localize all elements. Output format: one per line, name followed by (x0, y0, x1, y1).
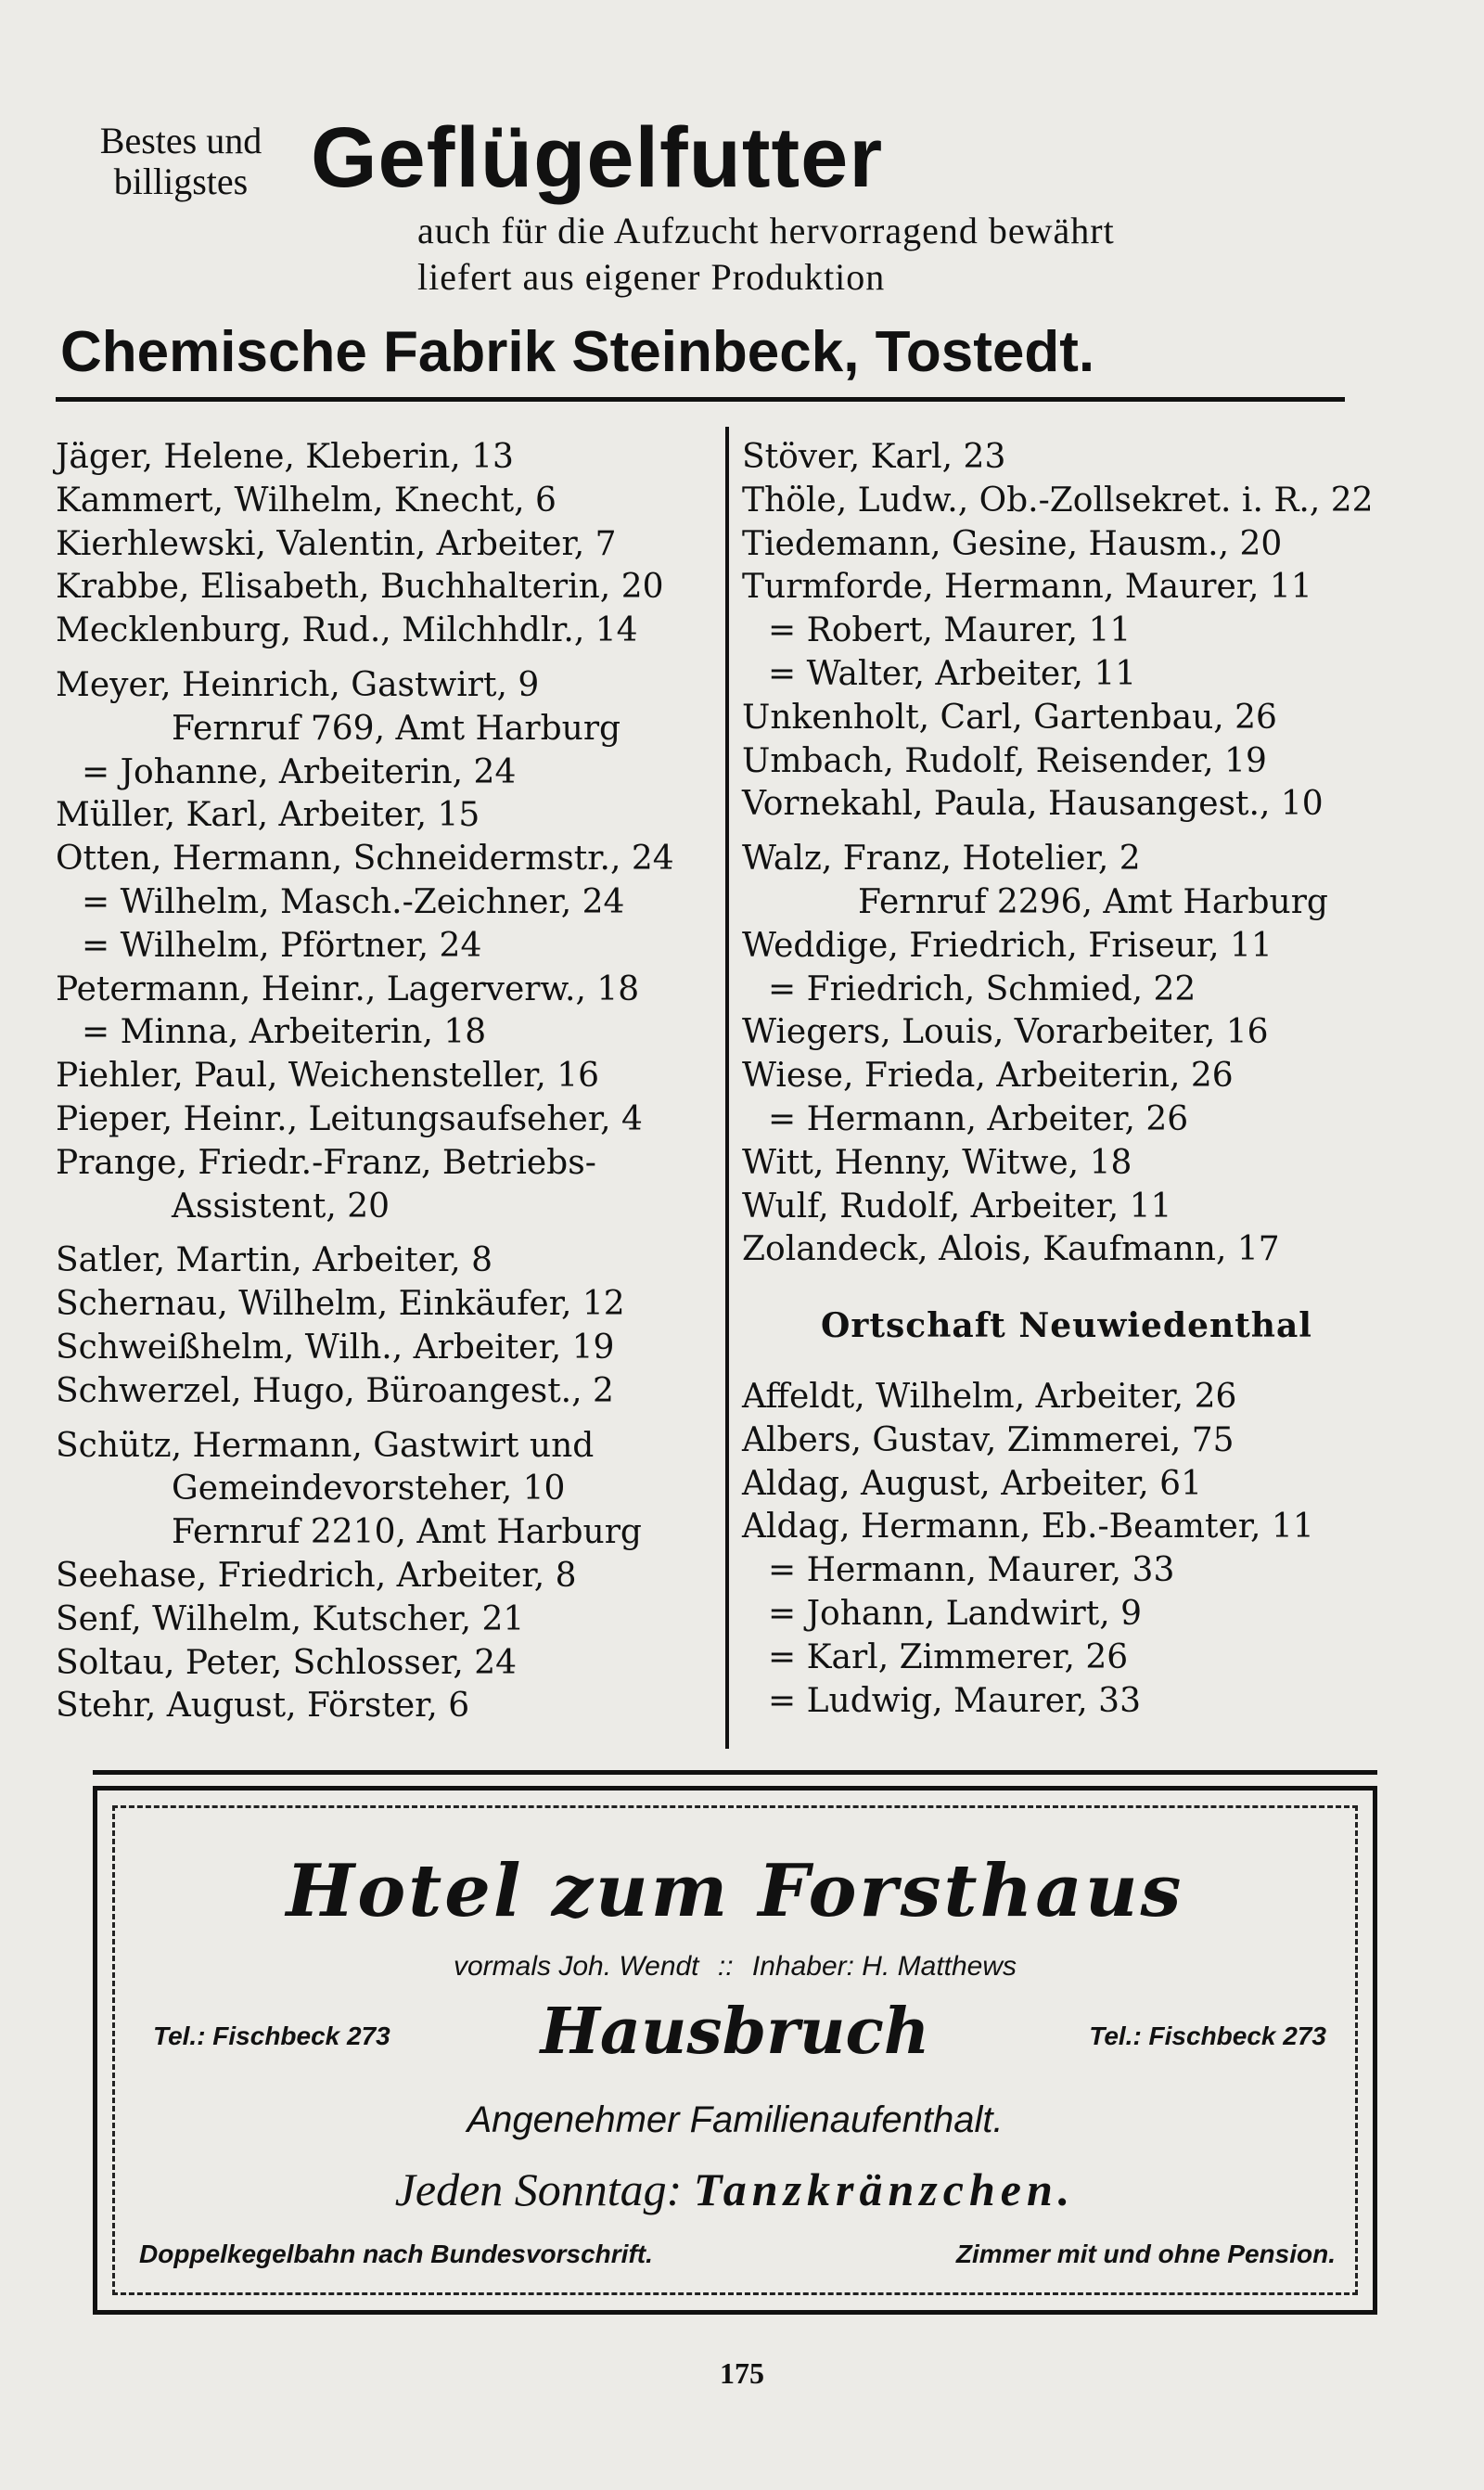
hotel-owner: Inhaber: H. Matthews (751, 1951, 1017, 1982)
list-item-continuation: Fernruf 2296, Amt Harburg (858, 882, 1328, 921)
list-item: = Friedrich, Schmied, 22 (768, 969, 1196, 1008)
directory-column-left (56, 436, 705, 1728)
list-item: Aldag, August, Arbeiter, 61 (742, 1464, 1202, 1503)
hotel-event-name: Tanzkränzchen. (693, 2163, 1076, 2215)
list-item: Umbach, Rudolf, Reisender, 19 (742, 741, 1267, 780)
list-item: = Hermann, Maurer, 33 (768, 1551, 1175, 1590)
list-item: Jäger, Helene, Kleberin, 13 (56, 438, 514, 476)
list-item: Müller, Karl, Arbeiter, 15 (56, 796, 480, 835)
list-item: Piehler, Paul, Weichensteller, 16 (56, 1057, 600, 1096)
ad-description (417, 208, 1345, 301)
hotel-phone-right: Tel.: Fischbeck 273 (1089, 2022, 1326, 2050)
list-item: = Karl, Zimmerer, 26 (768, 1637, 1129, 1676)
list-item: Otten, Hermann, Schneidermstr., 24 (56, 840, 674, 879)
list-item: Kierhlewski, Valentin, Arbeiter, 7 (56, 524, 617, 563)
ad-description-line: auch für die Aufzucht hervorragend bewährt (417, 210, 1115, 251)
hotel-previous-owner: vormals Joh. Wendt (453, 1951, 699, 1982)
page-number: 175 (720, 2356, 764, 2390)
list-item: Witt, Henny, Witwe, 18 (742, 1143, 1132, 1182)
list-item: Weddige, Friedrich, Friseur, 11 (742, 926, 1273, 965)
list-item: Wulf, Rudolf, Arbeiter, 11 (742, 1187, 1172, 1226)
list-item: = Wilhelm, Pförtner, 24 (82, 926, 482, 965)
list-item: Soltau, Peter, Schlosser, 24 (56, 1643, 518, 1682)
list-item-continuation: Fernruf 2210, Amt Harburg (172, 1513, 642, 1552)
list-item: Unkenholt, Carl, Gartenbau, 26 (742, 698, 1277, 737)
hotel-event-line (97, 2162, 1373, 2217)
directory-column-right (742, 436, 1391, 1723)
list-item: Krabbe, Elisabeth, Buchhalterin, 20 (56, 568, 664, 607)
divider-rule (93, 1770, 1377, 1775)
list-item: = Robert, Maurer, 11 (768, 611, 1132, 650)
list-item: Schweißhelm, Wilh., Arbeiter, 19 (56, 1328, 615, 1367)
list-item: = Minna, Arbeiterin, 18 (82, 1013, 487, 1052)
column-divider (725, 427, 729, 1749)
ad-tagline-line: Bestes und (99, 120, 262, 161)
divider-rule (56, 397, 1345, 402)
list-item: = Ludwig, Maurer, 33 (768, 1681, 1141, 1720)
list-item: Vornekahl, Paula, Hausangest., 10 (742, 785, 1324, 824)
list-item: Albers, Gustav, Zimmerei, 75 (742, 1420, 1235, 1459)
section-heading: Ortschaft Neuwiedenthal (821, 1306, 1312, 1346)
list-item: Thöle, Ludw., Ob.-Zollsekret. i. R., 22 (742, 481, 1374, 520)
list-item: Stöver, Karl, 23 (742, 438, 1006, 476)
list-item: Prange, Friedr.-Franz, Betriebs- (56, 1143, 596, 1182)
hotel-name: Hotel zum Forsthaus (286, 1849, 1184, 1933)
hotel-slogan: Angenehmer Familienaufenthalt. (467, 2099, 1004, 2140)
list-item: = Wilhelm, Masch.-Zeichner, 24 (82, 882, 625, 921)
ad-product-name: Geflügelfutter (311, 110, 884, 205)
hotel-advertisement (93, 1786, 1377, 2315)
list-item: Schwerzel, Hugo, Büroangest., 2 (56, 1371, 614, 1410)
separator: :: (717, 1951, 734, 1982)
list-item-continuation: Gemeindevorsteher, 10 (172, 1470, 566, 1508)
hotel-event-day: Jeden Sonntag: (394, 2163, 683, 2215)
list-item: Senf, Wilhelm, Kutscher, 21 (56, 1599, 525, 1638)
list-item: Meyer, Heinrich, Gastwirt, 9 (56, 665, 540, 704)
list-item: Zolandeck, Alois, Kaufmann, 17 (742, 1230, 1280, 1269)
list-item: Wiese, Frieda, Arbeiterin, 26 (742, 1057, 1234, 1096)
list-item-continuation: Fernruf 769, Amt Harburg (172, 709, 621, 748)
list-item: Kammert, Wilhelm, Knecht, 6 (56, 481, 556, 520)
list-item: = Johann, Landwirt, 9 (768, 1594, 1143, 1633)
hotel-phone-left: Tel.: Fischbeck 273 (153, 2022, 390, 2050)
list-item: Wiegers, Louis, Vorarbeiter, 16 (742, 1013, 1269, 1052)
hotel-town: Hausbruch (540, 1995, 930, 2069)
ad-description-line: liefert aus eigener Produktion (417, 256, 886, 298)
hotel-feature-bowling: Doppelkegelbahn nach Bundesvorschrift. (139, 2240, 653, 2268)
list-item: Mecklenburg, Rud., Milchhdlr., 14 (56, 611, 638, 650)
hotel-ownership (97, 1948, 1373, 1985)
list-item: Turmforde, Hermann, Maurer, 11 (742, 568, 1312, 607)
list-item: Seehase, Friedrich, Arbeiter, 8 (56, 1556, 577, 1595)
feed-advertisement (56, 111, 1345, 399)
list-item: Schernau, Wilhelm, Einkäufer, 12 (56, 1285, 625, 1324)
hotel-feature-rooms: Zimmer mit und ohne Pension. (955, 2240, 1336, 2268)
list-item: Walz, Franz, Hotelier, 2 (742, 840, 1141, 879)
list-item: Tiedemann, Gesine, Hausm., 20 (742, 524, 1283, 563)
list-item: Aldag, Hermann, Eb.-Beamter, 11 (742, 1508, 1314, 1547)
list-item: Petermann, Heinr., Lagerverw., 18 (56, 969, 640, 1008)
list-item: = Hermann, Arbeiter, 26 (768, 1099, 1189, 1138)
list-item: = Johanne, Arbeiterin, 24 (82, 752, 517, 791)
list-item: Satler, Martin, Arbeiter, 8 (56, 1241, 493, 1280)
list-item: = Walter, Arbeiter, 11 (768, 654, 1137, 693)
ad-tagline-line: billigstes (113, 160, 249, 202)
list-item-continuation: Assistent, 20 (172, 1187, 390, 1226)
list-item: Pieper, Heinr., Leitungsaufseher, 4 (56, 1099, 643, 1138)
list-item: Schütz, Hermann, Gastwirt und (56, 1426, 595, 1465)
list-item: Stehr, August, Förster, 6 (56, 1687, 470, 1726)
ad-tagline (56, 121, 306, 202)
ad-company-name: Chemische Fabrik Steinbeck, Tostedt. (60, 320, 1095, 384)
list-item: Affeldt, Wilhelm, Arbeiter, 26 (742, 1377, 1237, 1416)
